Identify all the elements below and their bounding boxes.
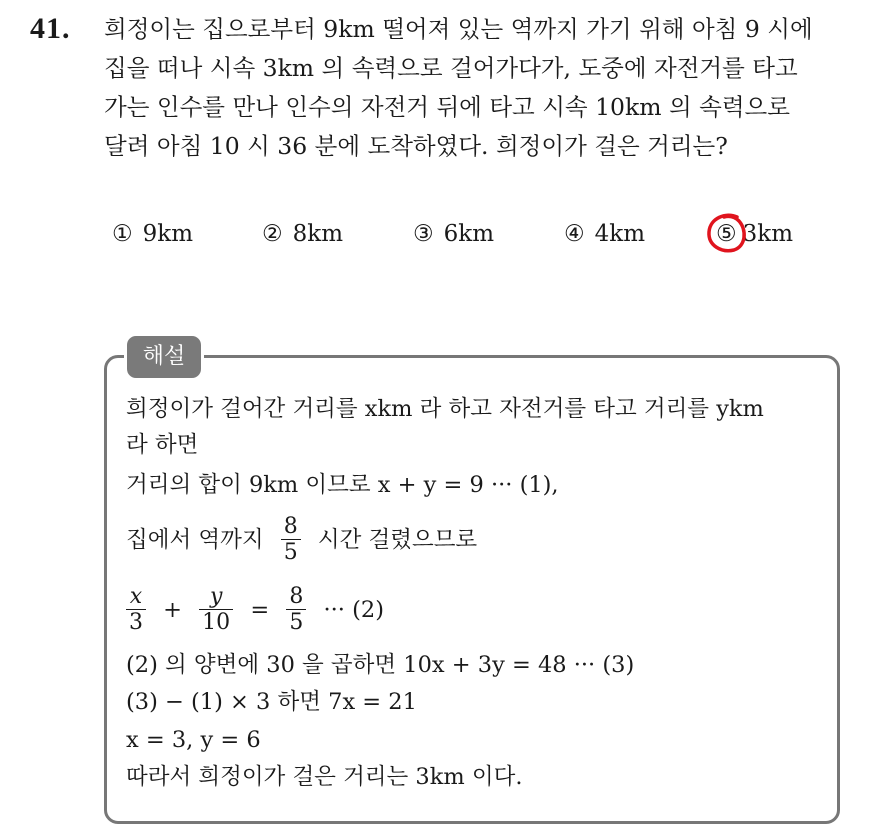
fraction-denominator: 5 — [283, 540, 298, 565]
choice-5-text: 3km — [742, 221, 794, 247]
question-line-2: 집을 떠나 시속 3km 의 속력으로 걸어가다가, 도중에 자전거를 타고 — [104, 54, 798, 82]
solution-line-2: 라 하면 — [126, 432, 199, 458]
choice-4[interactable] — [564, 219, 645, 249]
fraction-8-5 — [281, 514, 301, 565]
solution-line-8: x = 3, y = 6 — [126, 727, 261, 753]
choice-4-text: 4km — [594, 221, 646, 247]
choice-2[interactable] — [262, 219, 343, 249]
question-number: 41. — [30, 12, 71, 45]
choice-1-number: ① — [112, 221, 133, 247]
fraction-numerator: y — [199, 584, 233, 610]
choice-1-text: 9km — [142, 221, 194, 247]
choice-4-number: ④ — [564, 221, 585, 247]
question-line-1: 희정이는 집으로부터 9km 떨어져 있는 역까지 가기 위해 아침 9 시에 — [104, 15, 813, 43]
choice-5-number: ⑤ — [716, 221, 737, 247]
plus-sign: + — [163, 596, 183, 623]
equation-tag: ··· (2) — [323, 596, 384, 623]
fraction-denominator: 3 — [129, 610, 143, 635]
solution-line-9: 따라서 희정이가 걸은 거리는 3km 이다. — [126, 764, 523, 790]
choice-3-text: 6km — [443, 221, 495, 247]
solution-line-1: 희정이가 걸어간 거리를 xkm 라 하고 자전거를 타고 거리를 ykm — [126, 396, 764, 422]
choice-2-text: 8km — [292, 221, 344, 247]
solution-line-6: (2) 의 양변에 30 을 곱하면 10x + 3y = 48 ··· (3) — [126, 652, 635, 678]
choice-1[interactable] — [112, 219, 193, 249]
solution-equation-2 — [126, 584, 390, 635]
choice-3-number: ③ — [413, 221, 434, 247]
fraction-numerator: x — [126, 584, 146, 610]
fraction-denominator: 10 — [202, 610, 231, 635]
fraction-y-10 — [199, 584, 233, 635]
answer-circle-mark — [704, 210, 750, 256]
fraction-denominator: 5 — [289, 610, 304, 635]
fraction-numerator: 8 — [281, 514, 301, 540]
line4-text-after: 시간 걸렸으므로 — [317, 526, 478, 553]
answer-circle-stroke — [709, 215, 744, 250]
choice-3[interactable] — [413, 219, 494, 249]
solution-line-3: 거리의 합이 9km 이므로 x + y = 9 ··· (1), — [126, 472, 559, 498]
solution-line-4 — [126, 514, 483, 565]
question-line-4: 달려 아침 10 시 36 분에 도착하였다. 희정이가 걸은 거리는? — [104, 132, 728, 160]
line4-text-before: 집에서 역까지 — [126, 526, 264, 553]
equals-sign: = — [250, 596, 270, 623]
fraction-numerator: 8 — [286, 584, 306, 610]
fraction-x-3 — [126, 584, 146, 635]
solution-tag: 해설 — [124, 333, 204, 381]
choice-2-number: ② — [262, 221, 283, 247]
solution-line-7: (3) − (1) × 3 하면 7x = 21 — [126, 689, 417, 715]
fraction-8-5-eq — [286, 584, 306, 635]
question-line-3: 가는 인수를 만나 인수의 자전거 뒤에 타고 시속 10km 의 속력으로 — [104, 93, 790, 121]
